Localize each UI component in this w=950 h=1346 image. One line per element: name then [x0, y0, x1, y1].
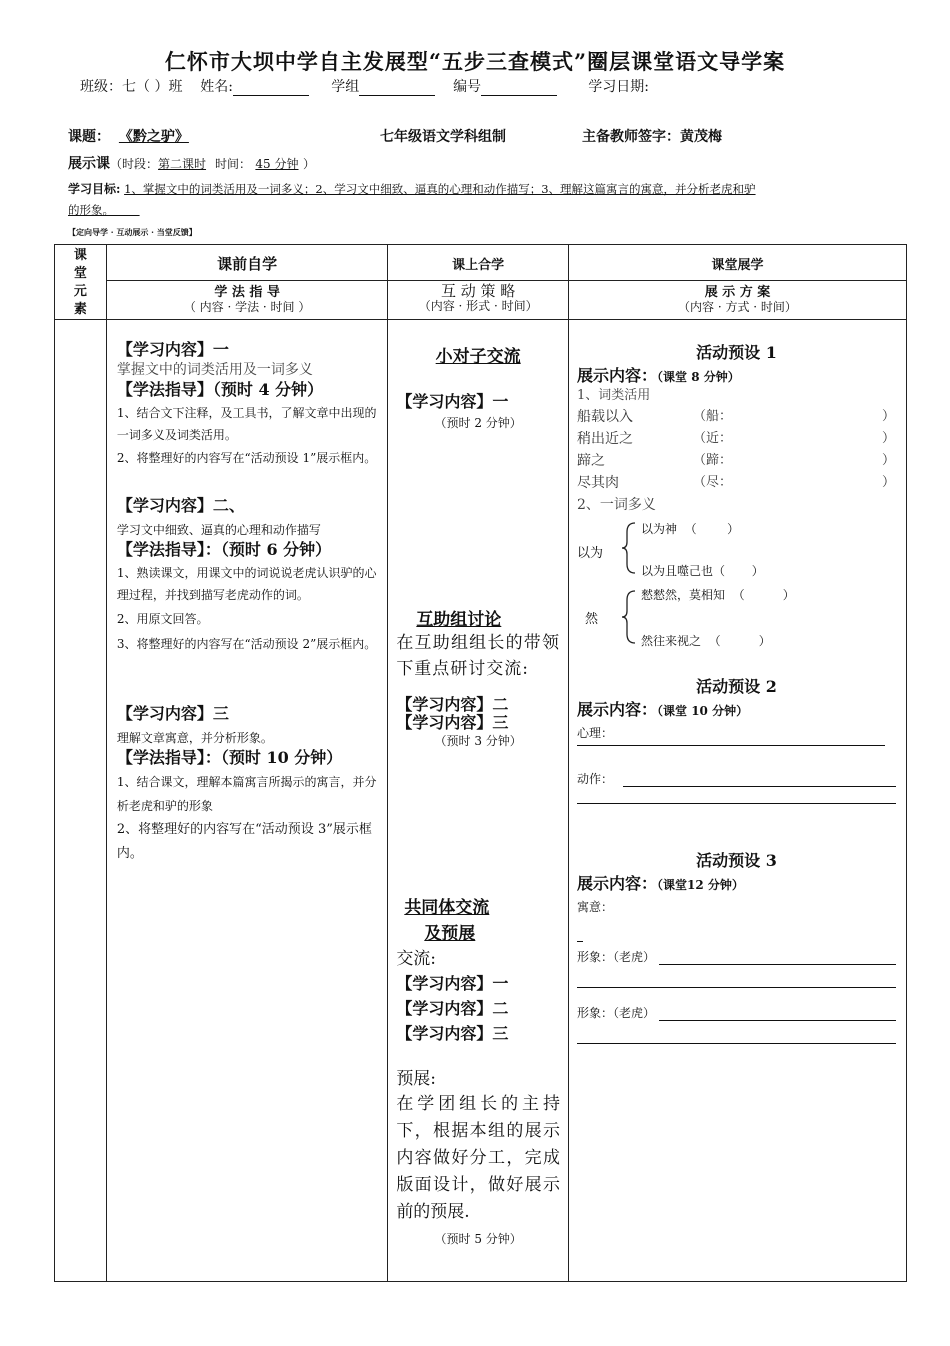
- a3-time: （课堂12 分钟）: [657, 878, 744, 892]
- a3-moral-line[interactable]: [577, 941, 583, 942]
- s1-item: 【学习内容】一: [396, 392, 509, 411]
- goal-label: 学习目标:: [68, 182, 121, 196]
- ran-brace-icon: [621, 590, 637, 648]
- s2-title: 互助组讨论: [416, 610, 502, 630]
- c2-text: 学习文中细致、逼真的心理和动作描写: [116, 523, 321, 537]
- teacher-name: 黄茂梅: [680, 129, 722, 145]
- a3-image2-line[interactable]: [659, 1019, 896, 1021]
- a2-action: 动作：: [577, 772, 614, 786]
- col1-header: 课前自学: [217, 255, 278, 273]
- display-cell: [569, 320, 907, 1282]
- s2-item2: 【学习内容】三: [396, 713, 509, 732]
- topic-line: [68, 126, 189, 146]
- a2-content-label: 展示内容：: [577, 700, 658, 719]
- a1-row-close: ）: [882, 475, 896, 490]
- number-blank[interactable]: [481, 81, 557, 96]
- self-study-content: [107, 320, 387, 866]
- ran-group: [577, 586, 896, 648]
- col2-subheader-cell: [388, 280, 569, 319]
- col1-subheader-cell: [106, 280, 387, 319]
- goal-text-1: 1、掌握文中的词类活用及一词多义；2、学习文中细致、逼真的心理和动作描写；3、理解这篇寓言的寓意，并分析老虎和驴: [124, 182, 756, 196]
- col0-header-cell: [55, 245, 107, 320]
- col3-sub1: 展 示 方 案: [704, 284, 771, 300]
- c1-title: 【学习内容】一: [116, 340, 229, 359]
- cooperative-content: [388, 320, 568, 1247]
- a2-title: 活动预设 2: [696, 677, 777, 696]
- tagline: 【定向导学 · 互动展示 · 当堂反馈】: [68, 227, 197, 237]
- a1-row-close: ）: [882, 453, 896, 468]
- c2-title: 【学习内容】二、: [116, 496, 245, 515]
- lesson-time: 45 分钟: [255, 157, 299, 171]
- a1-row: [577, 428, 896, 450]
- cooperative-cell: [388, 320, 569, 1282]
- a3-content-label: 展示内容：: [577, 874, 658, 893]
- topic-label: 课题：: [68, 129, 110, 145]
- a2-action-row: [577, 770, 896, 787]
- c2-step2: 2、用原文回答。: [116, 612, 209, 626]
- s2-text: 在互助组组长的带领下重点研讨交流:: [396, 633, 560, 679]
- a1-row-gloss[interactable]: （船：: [693, 409, 733, 424]
- a3-content-line: [577, 871, 896, 894]
- a1-row: [577, 450, 896, 472]
- a2-content-line: [577, 697, 896, 720]
- yiwei-2: 以为且噬己也（ ）: [641, 564, 764, 578]
- a1-row-close: ）: [882, 409, 896, 424]
- teacher-line: [582, 126, 722, 146]
- class-label: 班级：七（ ）班: [80, 79, 183, 95]
- a2-psych: 心理：: [577, 726, 614, 740]
- number-label: 编号: [453, 79, 482, 95]
- a1-title: 活动预设 1: [696, 343, 777, 362]
- a2-action-line-2[interactable]: [577, 803, 896, 804]
- display-content: [569, 320, 906, 1044]
- s3-time: （预时 5 分钟）: [434, 1232, 522, 1246]
- self-study-cell: [106, 320, 387, 1282]
- c3-text: 理解文章寓意，并分析形象。: [116, 731, 273, 745]
- a1-content-line: [577, 363, 896, 386]
- s3-item1: 【学习内容】一: [396, 974, 509, 993]
- c2-step1: 1、熟读课文，用课文中的词说说老虎认识驴的心理过程，并找到描写老虎动作的词。: [116, 566, 377, 602]
- a1-time: （课堂 8 分钟）: [657, 370, 740, 384]
- a1-sub2: 2、一词多义: [577, 497, 656, 513]
- c1-text: 掌握文中的词类活用及一词多义: [116, 362, 313, 378]
- c3-method: 【学法指导】：（预时 10 分钟）: [116, 748, 343, 767]
- name-blank[interactable]: [233, 81, 309, 96]
- s2-time: （预时 3 分钟）: [434, 734, 522, 748]
- lesson-table: [54, 244, 907, 1282]
- c1-method: 【学法指导】（预时 4 分钟）: [116, 380, 324, 399]
- s3-title-2: 及预展: [424, 924, 476, 944]
- c1-step2: 2、将整理好的内容写在“活动预设 1”展示框内。: [116, 451, 377, 465]
- element-cell: [55, 320, 107, 1282]
- a1-row-phrase: 尽其肉: [577, 475, 619, 491]
- a3-image2: 形象：（老虎）: [577, 1006, 656, 1020]
- yiwei-word: 以为: [577, 546, 604, 561]
- topic-value: 《黔之驴》: [118, 129, 189, 145]
- a3-image1-line-2[interactable]: [577, 987, 896, 988]
- a1-row-phrase: 船载以入: [577, 409, 633, 425]
- s3-item3: 【学习内容】三: [396, 1024, 509, 1043]
- a3-image1-line[interactable]: [659, 963, 896, 965]
- a3-image2-line-2[interactable]: [577, 1043, 896, 1044]
- a1-row-close: ）: [882, 431, 896, 446]
- ran-1: 憖憖然，莫相知 （ ）: [641, 588, 795, 602]
- c2-method: 【学法指导】：（预时 6 分钟）: [116, 540, 332, 559]
- a1-row-gloss[interactable]: （蹄：: [693, 453, 733, 468]
- ran-2: 然往来视之 （ ）: [641, 634, 771, 648]
- col3-header: 课堂展学: [711, 258, 764, 273]
- s1-time: （预时 2 分钟）: [434, 416, 522, 430]
- lesson-line: [68, 153, 315, 173]
- col1-sub1: 学 法 指 导: [214, 284, 280, 300]
- a1-content-label: 展示内容：: [577, 366, 658, 385]
- lesson-label: 展示课: [68, 156, 110, 172]
- s3-item2: 【学习内容】二: [396, 999, 509, 1018]
- col3-subheader-cell: [569, 280, 907, 319]
- yiwei-brace-icon: [621, 522, 637, 578]
- s2-item1: 【学习内容】二: [396, 695, 509, 714]
- yiwei-1: 以为神 （ ）: [641, 522, 740, 536]
- s1-title: 小对子交流: [435, 347, 521, 367]
- a3-image1: 形象：（老虎）: [577, 950, 656, 964]
- date-label: 学习日期:: [588, 79, 649, 95]
- a3-image1-row: [577, 948, 896, 965]
- yiwei-group: [577, 520, 896, 578]
- a1-row-phrase: 蹄之: [577, 453, 605, 469]
- made-by: 七年级语文学科组制: [380, 129, 506, 145]
- col3-header-cell: [569, 245, 907, 281]
- lesson-time-label: 时间：: [214, 157, 251, 171]
- a1-rows: [577, 406, 896, 494]
- c3-title: 【学习内容】三: [116, 704, 229, 723]
- a2-psych-line[interactable]: [577, 745, 885, 746]
- a1-row-gloss[interactable]: （近：: [693, 431, 733, 446]
- student-info-line: [80, 76, 649, 96]
- col2-sub1: 互 动 策 略: [441, 281, 516, 300]
- a2-action-line[interactable]: [623, 785, 896, 787]
- a3-moral: 寓意：: [577, 900, 614, 914]
- page-title: 仁怀市大坝中学自主发展型“五步三查模式”圈层课堂语文导学案: [164, 49, 786, 74]
- col3-sub2: （内容 · 方式 · 时间）: [678, 299, 797, 314]
- s3-text: 在学团组长的主持下，根据本组的展示内容做好分工，完成版面设计，做好展示前的预展.: [396, 1094, 560, 1222]
- name-label: 姓名:: [200, 79, 233, 95]
- goal-text-2: 的形象。: [68, 203, 114, 217]
- lesson-close: ）: [302, 157, 315, 171]
- col0-header: 课堂元素: [73, 248, 87, 317]
- a1-row: [577, 406, 896, 428]
- lesson-period-label: （时段：: [110, 157, 159, 171]
- col1-header-cell: [106, 245, 387, 281]
- c1-step1: 1、结合文下注释，及工具书，了解文章中出现的一词多义及词类活用。: [116, 406, 377, 442]
- col1-sub2: （ 内容 · 学法 · 时间 ）: [183, 299, 311, 314]
- lesson-period: 第二课时: [158, 157, 207, 171]
- col2-header: 课上合学: [452, 258, 505, 273]
- a2-time: （课堂 10 分钟）: [657, 704, 749, 718]
- ran-word: 然: [585, 612, 599, 627]
- a3-title: 活动预设 3: [696, 851, 777, 870]
- a1-sub1: 1、词类活用: [577, 388, 651, 403]
- a1-row-phrase: 稍出近之: [577, 431, 633, 447]
- c3-step2: 2、将整理好的内容写在“活动预设 3”展示框内。: [116, 822, 372, 861]
- c2-step3: 3、将整理好的内容写在“活动预设 2”展示框内。: [116, 637, 377, 651]
- s3-pre: 预展:: [396, 1069, 437, 1089]
- group-label: 学组: [331, 79, 360, 95]
- learning-goals: [68, 179, 908, 221]
- col2-header-cell: [388, 245, 569, 281]
- s3-title-1: 共同体交流: [404, 898, 490, 918]
- group-blank[interactable]: [359, 81, 435, 96]
- c3-step1: 1、结合课文，理解本篇寓言所揭示的寓言，并分析老虎和驴的形象: [116, 775, 377, 813]
- a1-row: [577, 472, 896, 494]
- col2-sub2: （内容 · 形式 · 时间）: [418, 298, 538, 313]
- a1-row-gloss[interactable]: （尽：: [693, 475, 733, 490]
- s3-label: 交流:: [396, 949, 437, 969]
- teacher-label: 主备教师签字：: [582, 129, 680, 145]
- a3-image2-row: [577, 1004, 896, 1021]
